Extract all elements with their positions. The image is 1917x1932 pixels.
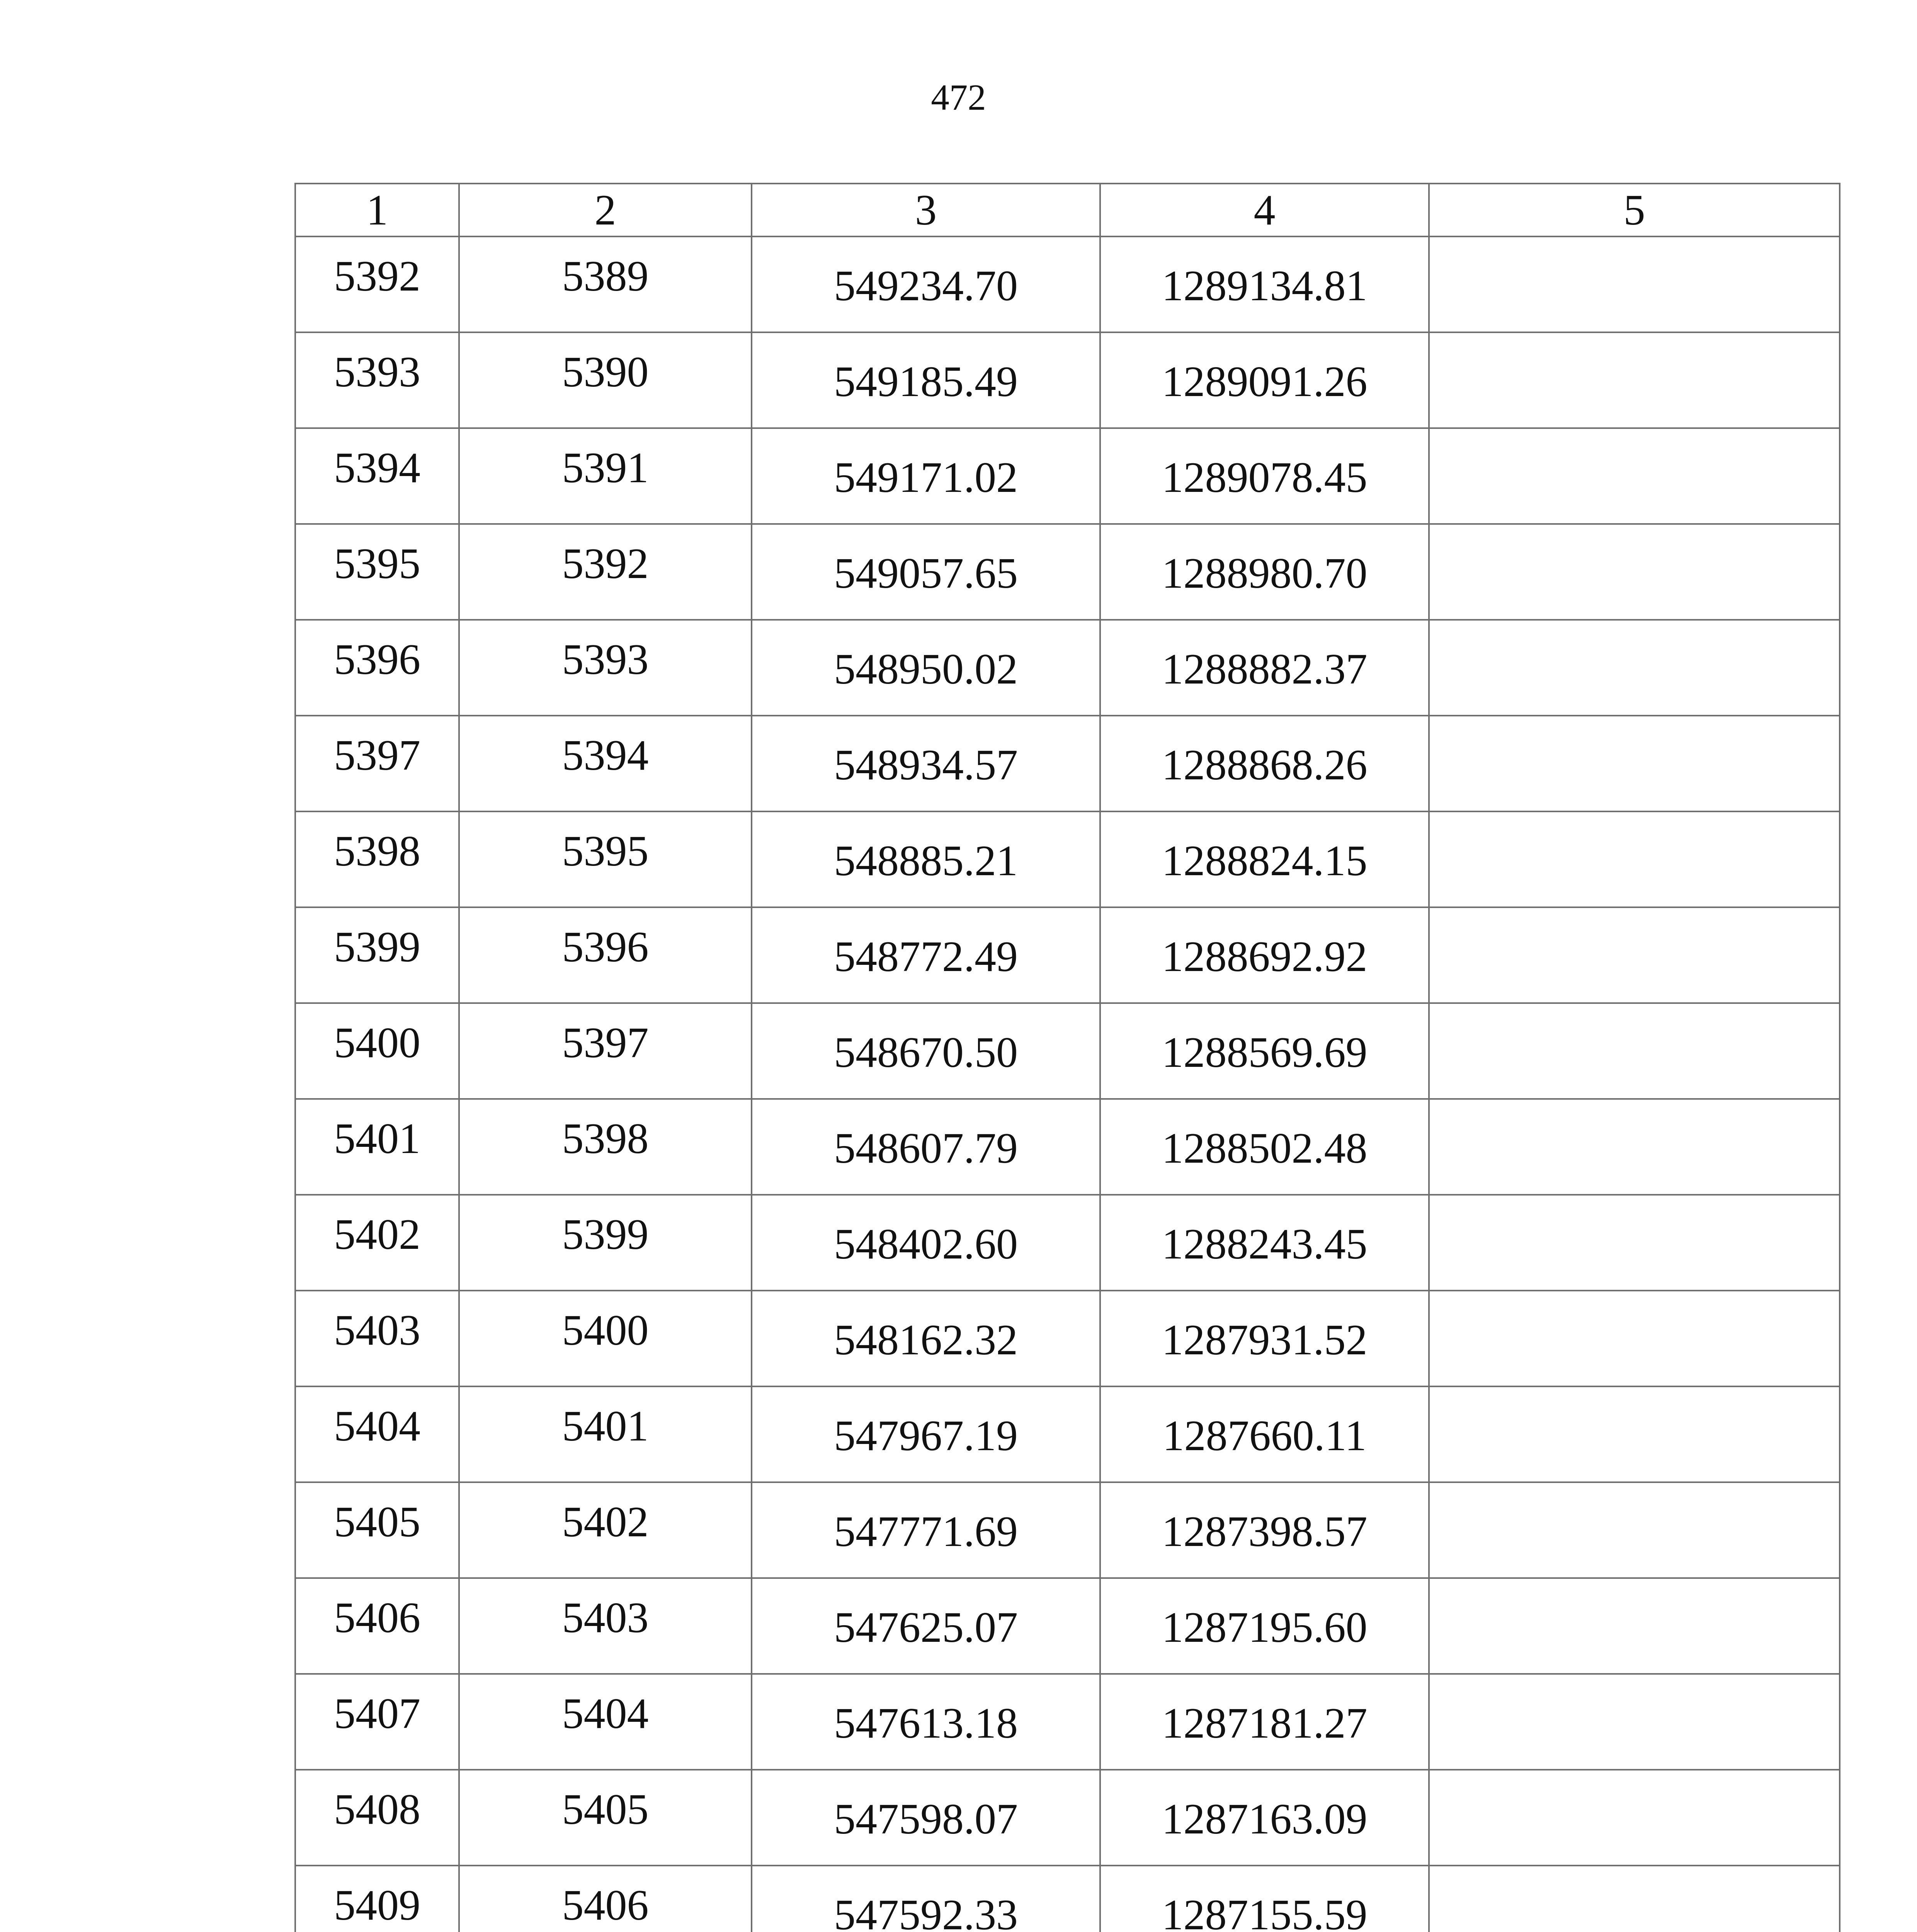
coordinate-y-cell: 1287398.57 [1100, 1482, 1429, 1578]
coordinate-y-cell: 1287660.11 [1100, 1386, 1429, 1482]
reference-number-cell: 5400 [459, 1291, 752, 1386]
coordinate-y-cell: 1288980.70 [1100, 524, 1429, 620]
reference-number-cell: 5395 [459, 811, 752, 907]
coordinate-x-cell: 547625.07 [752, 1578, 1100, 1674]
notes-cell [1429, 236, 1840, 332]
notes-cell [1429, 1291, 1840, 1386]
point-number-cell: 5400 [295, 1003, 459, 1099]
table-row [295, 524, 1840, 620]
coordinate-y-cell: 1288882.37 [1100, 620, 1429, 716]
reference-number-cell: 5393 [459, 620, 752, 716]
notes-cell [1429, 1578, 1840, 1674]
point-number-cell: 5404 [295, 1386, 459, 1482]
coordinate-x-cell: 548402.60 [752, 1195, 1100, 1291]
table-row [295, 332, 1840, 428]
coordinate-y-cell: 1289134.81 [1100, 236, 1429, 332]
reference-number-cell: 5401 [459, 1386, 752, 1482]
point-number-cell: 5407 [295, 1674, 459, 1770]
coordinate-x-cell: 548607.79 [752, 1099, 1100, 1195]
column-header: 4 [1100, 184, 1429, 236]
notes-cell [1429, 428, 1840, 524]
notes-cell [1429, 1386, 1840, 1482]
notes-cell [1429, 620, 1840, 716]
reference-number-cell: 5399 [459, 1195, 752, 1291]
coordinate-y-cell: 1287155.59 [1100, 1866, 1429, 1932]
table-row [295, 620, 1840, 716]
point-number-cell: 5401 [295, 1099, 459, 1195]
point-number-cell: 5393 [295, 332, 459, 428]
coordinate-y-cell: 1287163.09 [1100, 1770, 1429, 1866]
notes-cell [1429, 811, 1840, 907]
notes-cell [1429, 907, 1840, 1003]
coordinate-y-cell: 1288569.69 [1100, 1003, 1429, 1099]
coordinate-x-cell: 547598.07 [752, 1770, 1100, 1866]
coordinate-x-cell: 549171.02 [752, 428, 1100, 524]
coordinate-y-cell: 1287181.27 [1100, 1674, 1429, 1770]
point-number-cell: 5395 [295, 524, 459, 620]
coordinate-x-cell: 548950.02 [752, 620, 1100, 716]
notes-cell [1429, 1099, 1840, 1195]
reference-number-cell: 5405 [459, 1770, 752, 1866]
coordinate-x-cell: 548162.32 [752, 1291, 1100, 1386]
point-number-cell: 5399 [295, 907, 459, 1003]
notes-cell [1429, 1866, 1840, 1932]
table-row [295, 716, 1840, 811]
coordinates-table [294, 183, 1840, 1932]
column-header: 3 [752, 184, 1100, 236]
table-row [295, 1770, 1840, 1866]
reference-number-cell: 5403 [459, 1578, 752, 1674]
table-row [295, 1578, 1840, 1674]
point-number-cell: 5402 [295, 1195, 459, 1291]
point-number-cell: 5397 [295, 716, 459, 811]
table-row [295, 236, 1840, 332]
notes-cell [1429, 1195, 1840, 1291]
table-row [295, 907, 1840, 1003]
reference-number-cell: 5397 [459, 1003, 752, 1099]
table-row [295, 428, 1840, 524]
coordinate-y-cell: 1288692.92 [1100, 907, 1429, 1003]
coordinate-y-cell: 1288824.15 [1100, 811, 1429, 907]
notes-cell [1429, 1674, 1840, 1770]
column-header: 2 [459, 184, 752, 236]
coordinate-y-cell: 1288868.26 [1100, 716, 1429, 811]
table-row [295, 1195, 1840, 1291]
coordinate-x-cell: 548885.21 [752, 811, 1100, 907]
reference-number-cell: 5406 [459, 1866, 752, 1932]
point-number-cell: 5406 [295, 1578, 459, 1674]
table-row [295, 1482, 1840, 1578]
notes-cell [1429, 716, 1840, 811]
notes-cell [1429, 1770, 1840, 1866]
point-number-cell: 5408 [295, 1770, 459, 1866]
table-row [295, 1003, 1840, 1099]
coordinate-y-cell: 1288502.48 [1100, 1099, 1429, 1195]
point-number-cell: 5403 [295, 1291, 459, 1386]
reference-number-cell: 5398 [459, 1099, 752, 1195]
page-number: 472 [931, 77, 986, 118]
table-row [295, 1866, 1840, 1932]
reference-number-cell: 5404 [459, 1674, 752, 1770]
coordinate-y-cell: 1289091.26 [1100, 332, 1429, 428]
table-header-row [295, 184, 1840, 236]
table-row [295, 1386, 1840, 1482]
coordinate-y-cell: 1289078.45 [1100, 428, 1429, 524]
table-row [295, 1291, 1840, 1386]
reference-number-cell: 5392 [459, 524, 752, 620]
column-header: 5 [1429, 184, 1840, 236]
notes-cell [1429, 524, 1840, 620]
coordinate-x-cell: 548934.57 [752, 716, 1100, 811]
coordinate-x-cell: 548670.50 [752, 1003, 1100, 1099]
coordinate-x-cell: 549234.70 [752, 236, 1100, 332]
reference-number-cell: 5396 [459, 907, 752, 1003]
coordinate-y-cell: 1288243.45 [1100, 1195, 1429, 1291]
reference-number-cell: 5391 [459, 428, 752, 524]
notes-cell [1429, 332, 1840, 428]
point-number-cell: 5394 [295, 428, 459, 524]
coordinate-y-cell: 1287195.60 [1100, 1578, 1429, 1674]
reference-number-cell: 5402 [459, 1482, 752, 1578]
coordinate-y-cell: 1287931.52 [1100, 1291, 1429, 1386]
coordinate-x-cell: 548772.49 [752, 907, 1100, 1003]
point-number-cell: 5409 [295, 1866, 459, 1932]
coordinate-x-cell: 547613.18 [752, 1674, 1100, 1770]
coordinate-x-cell: 549185.49 [752, 332, 1100, 428]
table-row [295, 1099, 1840, 1195]
column-header: 1 [295, 184, 459, 236]
notes-cell [1429, 1482, 1840, 1578]
point-number-cell: 5398 [295, 811, 459, 907]
coordinate-x-cell: 547771.69 [752, 1482, 1100, 1578]
notes-cell [1429, 1003, 1840, 1099]
reference-number-cell: 5394 [459, 716, 752, 811]
reference-number-cell: 5389 [459, 236, 752, 332]
point-number-cell: 5392 [295, 236, 459, 332]
table-row [295, 811, 1840, 907]
point-number-cell: 5396 [295, 620, 459, 716]
coordinate-x-cell: 549057.65 [752, 524, 1100, 620]
reference-number-cell: 5390 [459, 332, 752, 428]
coordinate-x-cell: 547967.19 [752, 1386, 1100, 1482]
point-number-cell: 5405 [295, 1482, 459, 1578]
table-row [295, 1674, 1840, 1770]
coordinate-x-cell: 547592.33 [752, 1866, 1100, 1932]
